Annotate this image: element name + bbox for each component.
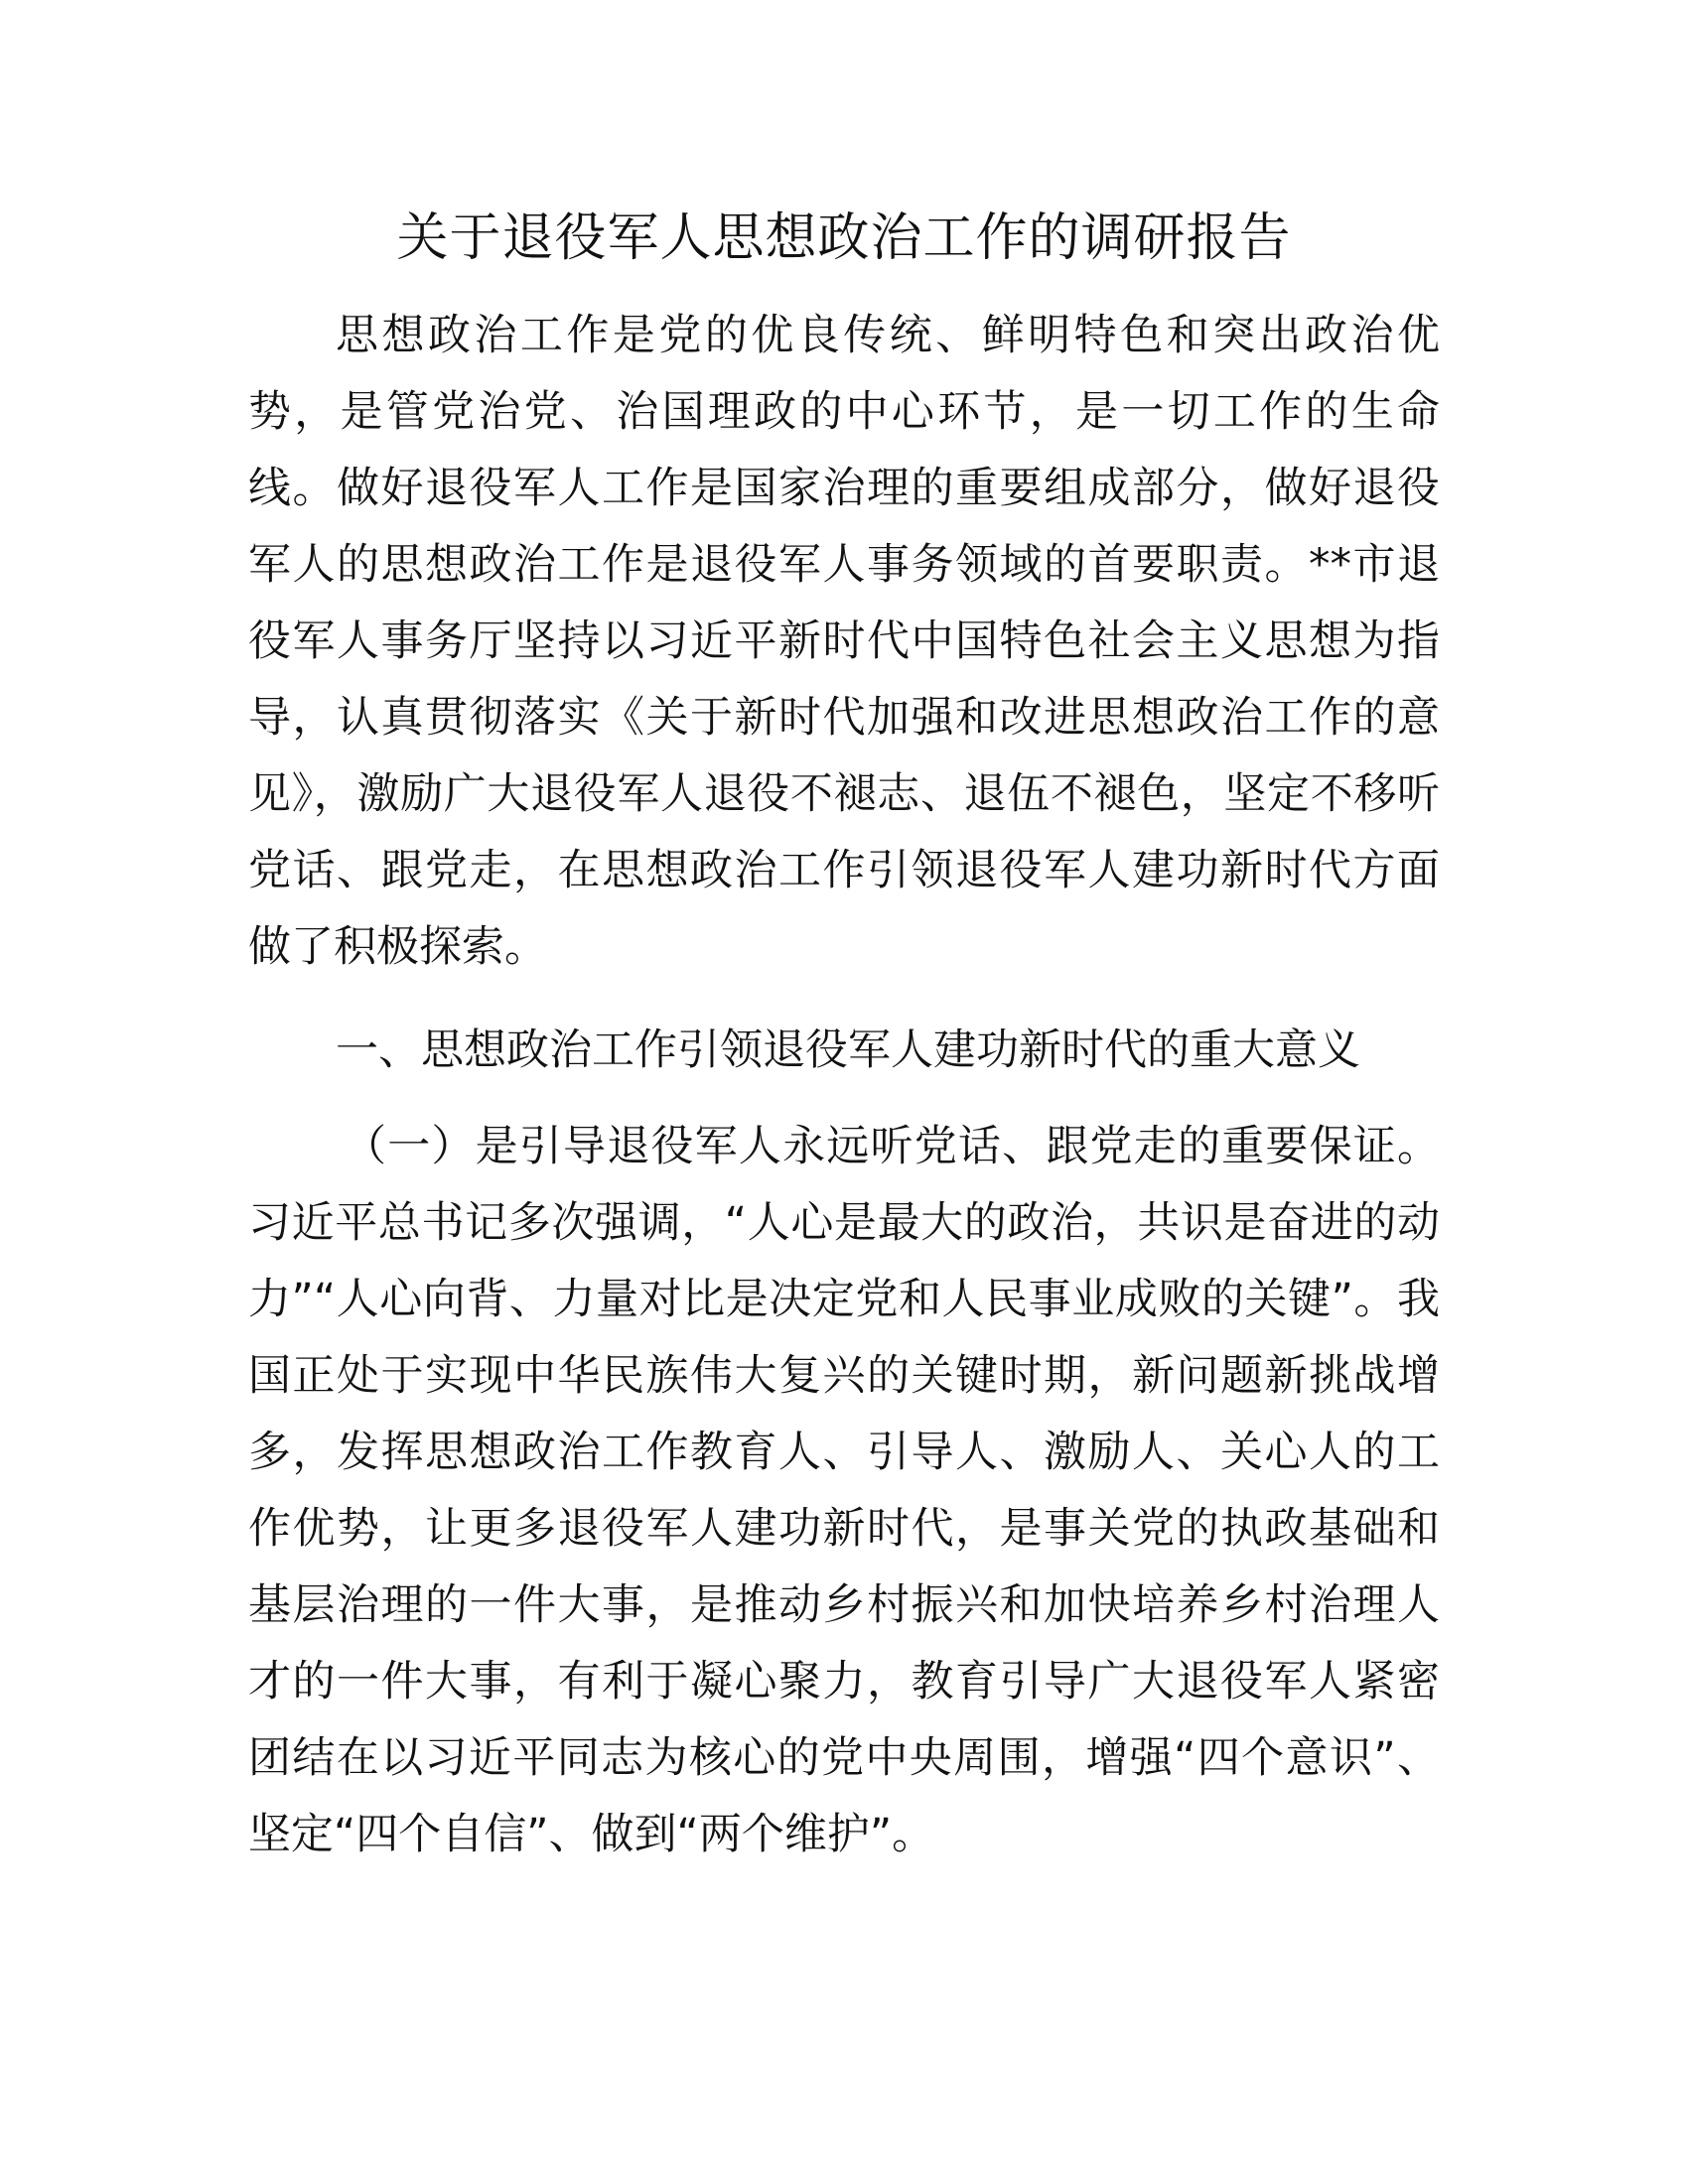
section-heading: 一、思想政治工作引领退役军人建功新时代的重大意义 (336, 1025, 1360, 1075)
intro-paragraph: 思想政治工作是党的优良传统、鲜明特色和突出政治优势，是管党治党、治国理政的中心环节，是一切工作的生命线。做好退役军人工作是国家治理的重要组成部分，做好退役军人的思想政治工作是退役军人事务领域的首要职责。**市退役军人事务厅坚持以习近平新时代中国特色社会主义思想为指导，认真贯彻落实《关于新时代加强和改进思想政治工作的意见》，激励广大退役军人退役不褪志、退伍不褪色，坚定不移听党话、跟党走，在思想政治工作引领退役军人建功新时代方面做了积极探索。 (248, 311, 1440, 972)
subsection-paragraph: （一）是引导退役军人永远听党话、跟党走的重要保证。习近平总书记多次强调，“人心是最大的政治，共识是奋进的动力”“人心向背、力量对比是决定党和人民事业成败的关键”。我国正处于实现中华民族伟大复兴的关键时期，新问题新挑战增多，发挥思想政治工作教育人、引导人、激励人、关心人的工作优势，让更多退役军人建功新时代，是事关党的执政基础和基层治理的一件大事，是推动乡村振兴和加快培养乡村治理人才的一件大事，有利于凝心聚力，教育引导广大退役军人紧密团结在以习近平同志为核心的党中央周围，增强“四个意识”、坚定“四个自信”、做到“两个维护”。 (248, 1122, 1440, 1859)
document-title: 关于退役军人思想政治工作的调研报告 (396, 208, 1292, 268)
